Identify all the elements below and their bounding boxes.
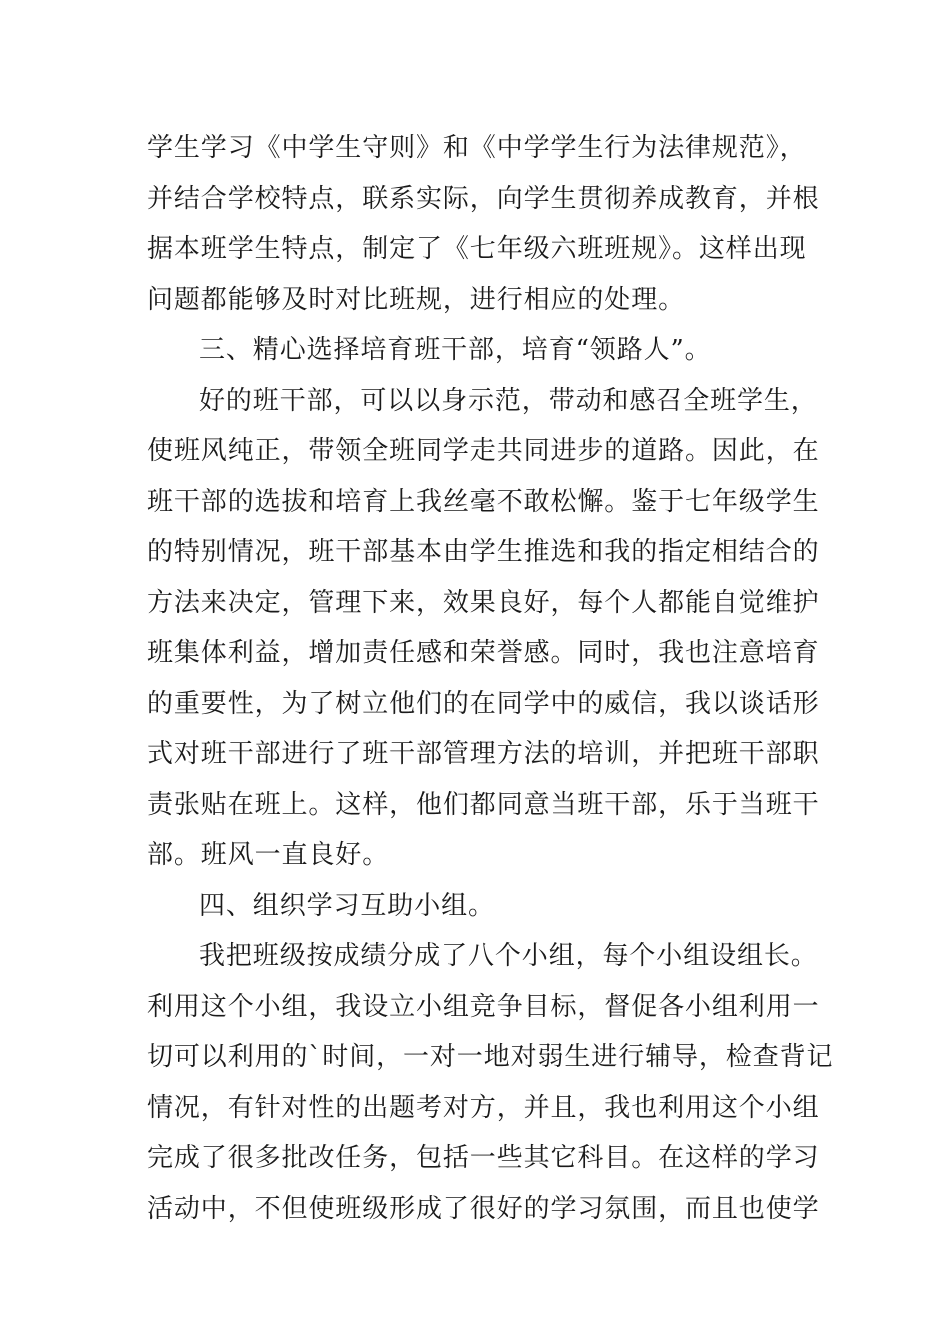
text-line: 完成了很多批改任务，包括一些其它科目。在这样的学习 xyxy=(147,1143,820,1173)
text-line: 据本班学生特点，制定了《七年级六班班规》。这样出现 xyxy=(147,234,807,264)
text-line: 使班风纯正，带领全班同学走共同进步的道路。因此，在 xyxy=(147,436,820,466)
text-line: 情况，有针对性的出题考对方，并且，我也利用这个小组 xyxy=(147,1092,820,1123)
text-line: 责张贴在班上。这样，他们都同意当班干部，乐于当班干 xyxy=(147,789,820,820)
text-line: 方法来决定，管理下来，效果良好，每个人都能自觉维护 xyxy=(147,587,820,618)
text-line: 班干部的选拔和培育上我丝毫不敢松懈。鉴于七年级学生 xyxy=(147,486,820,517)
text-line: 班集体利益，增加责任感和荣誉感。同时，我也注意培育 xyxy=(147,638,820,668)
section-heading: 四、组织学习互助小组。 xyxy=(199,890,495,921)
text-line: 式对班干部进行了班干部管理方法的培训，并把班干部职 xyxy=(147,739,820,769)
text-line: 部。班风一直良好。 xyxy=(147,840,390,870)
text-line: 学生学习《中学生守则》和《中学学生行为法律规范》， xyxy=(147,133,807,163)
text-line: 并结合学校特点，联系实际，向学生贯彻养成教育，并根 xyxy=(147,183,820,214)
text-line: 的重要性，为了树立他们的在同学中的威信，我以谈话形 xyxy=(147,688,820,719)
text-line: 切可以利用的`时间，一对一地对弱生进行辅导，检查背记 xyxy=(147,1042,834,1072)
text-line: 问题都能够及时对比班规，进行相应的处理。 xyxy=(147,284,686,315)
text-line: 利用这个小组，我设立小组竞争目标，督促各小组利用一 xyxy=(147,991,820,1022)
text-line: 好的班干部，可以以身示范，带动和感召全班学生， xyxy=(199,385,818,416)
text-line: 的特别情况，班干部基本由学生推选和我的指定相结合的 xyxy=(147,537,820,567)
document-body xyxy=(147,126,834,1237)
section-heading: 三、精心选择培育班干部，培育“领路人”。 xyxy=(199,335,712,365)
text-line: 活动中，不但使班级形成了很好的学习氛围，而且也使学 xyxy=(147,1193,820,1224)
text-line: 我把班级按成绩分成了八个小组，每个小组设组长。 xyxy=(199,941,818,971)
